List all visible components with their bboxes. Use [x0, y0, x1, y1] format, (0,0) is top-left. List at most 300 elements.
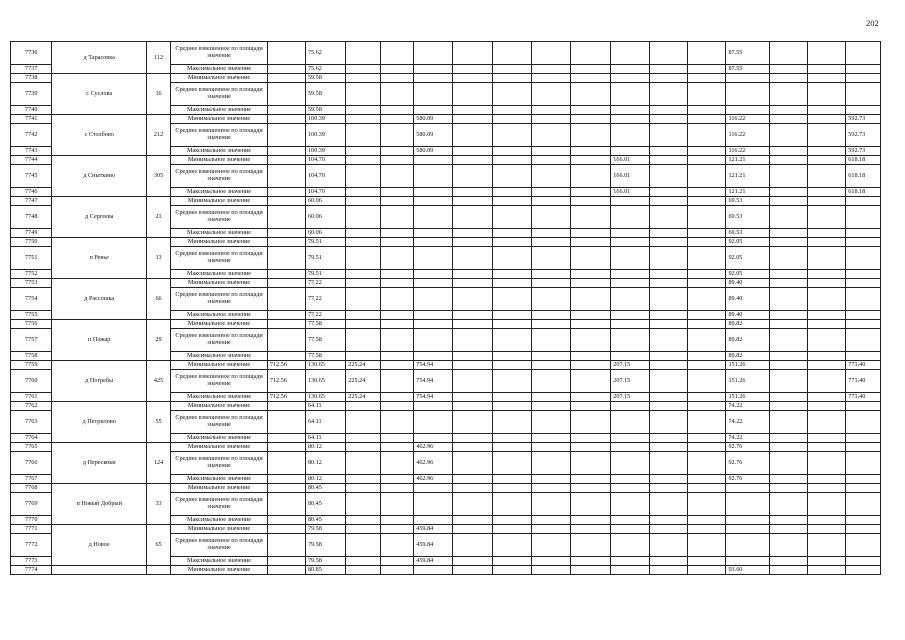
value-cell [453, 229, 492, 238]
value-cell [346, 329, 381, 352]
value-cell: 74.22 [726, 411, 770, 434]
row-id: 7750 [11, 238, 52, 247]
row-id: 7754 [11, 288, 52, 311]
value-cell [688, 247, 726, 270]
value-cell [846, 197, 881, 206]
value-cell [492, 443, 531, 452]
value-cell [531, 270, 570, 279]
parcel-count: 13 [146, 238, 170, 279]
value-cell [770, 65, 808, 74]
value-cell [267, 475, 305, 484]
value-cell [492, 370, 531, 393]
value-type: Среднее взвешенное по площади значение [171, 42, 268, 65]
table-row [11, 525, 881, 534]
value-type: Минимальное значение [171, 402, 268, 411]
value-cell [570, 42, 610, 65]
value-cell [808, 557, 846, 566]
value-cell [808, 165, 846, 188]
value-cell [611, 525, 650, 534]
value-cell [492, 475, 531, 484]
value-type: Максимальное значение [171, 65, 268, 74]
value-cell [650, 352, 688, 361]
value-cell [808, 484, 846, 493]
value-cell [453, 206, 492, 229]
value-cell [492, 83, 531, 106]
value-cell [380, 516, 413, 525]
value-cell [770, 197, 808, 206]
value-cell [414, 42, 453, 65]
settlement-name: п Новый Добрый [52, 484, 146, 525]
parcel-count: 212 [146, 115, 170, 156]
value-cell [414, 411, 453, 434]
value-cell [380, 370, 413, 393]
row-id: 7743 [11, 147, 52, 156]
value-cell [846, 484, 881, 493]
value-cell: 89.82 [726, 320, 770, 329]
value-cell [808, 443, 846, 452]
value-cell [650, 188, 688, 197]
value-cell [346, 452, 381, 475]
value-cell [380, 361, 413, 370]
value-cell [688, 525, 726, 534]
table-row [11, 238, 881, 247]
value-cell [808, 370, 846, 393]
value-cell [531, 320, 570, 329]
value-cell [611, 352, 650, 361]
value-cell: 207.15 [611, 393, 650, 402]
value-cell: 580.09 [414, 147, 453, 156]
table-row [11, 566, 881, 575]
value-cell [414, 270, 453, 279]
value-cell [570, 452, 610, 475]
settlement-name: п Пожар [52, 320, 146, 361]
value-cell [726, 516, 770, 525]
value-cell [570, 115, 610, 124]
value-cell [531, 402, 570, 411]
value-cell [808, 156, 846, 165]
row-id: 7752 [11, 270, 52, 279]
value-cell [380, 206, 413, 229]
value-cell [808, 74, 846, 83]
value-cell [531, 238, 570, 247]
table-row [11, 279, 881, 288]
value-type: Минимальное значение [171, 279, 268, 288]
value-cell [453, 402, 492, 411]
value-cell [688, 197, 726, 206]
value-cell [380, 393, 413, 402]
value-cell [611, 557, 650, 566]
value-cell [770, 393, 808, 402]
row-id: 7760 [11, 370, 52, 393]
value-type: Среднее взвешенное по площади значение [171, 329, 268, 352]
settlement-name [52, 566, 146, 575]
value-cell [688, 311, 726, 320]
value-cell [846, 443, 881, 452]
value-cell [267, 534, 305, 557]
value-cell: 712.56 [267, 393, 305, 402]
value-cell [346, 115, 381, 124]
settlement-name: с Суслова [52, 74, 146, 115]
page-number: 202 [866, 18, 879, 28]
value-cell [650, 534, 688, 557]
value-cell [611, 270, 650, 279]
value-cell [414, 188, 453, 197]
value-cell: 64.11 [305, 402, 345, 411]
value-cell [492, 566, 531, 575]
value-cell [688, 106, 726, 115]
value-cell [453, 525, 492, 534]
value-cell [346, 74, 381, 83]
value-cell [346, 229, 381, 238]
settlement-name: д Петрилово [52, 402, 146, 443]
value-cell [611, 197, 650, 206]
value-cell: 80.45 [305, 493, 345, 516]
value-cell [380, 525, 413, 534]
value-cell [453, 197, 492, 206]
value-cell [570, 65, 610, 74]
value-cell [688, 320, 726, 329]
value-cell [688, 352, 726, 361]
row-id: 7759 [11, 361, 52, 370]
value-cell [492, 188, 531, 197]
value-cell [650, 147, 688, 156]
value-cell [531, 475, 570, 484]
row-id: 7756 [11, 320, 52, 329]
value-cell: 79.58 [305, 534, 345, 557]
value-type: Среднее взвешенное по площади значение [171, 411, 268, 434]
value-cell [770, 534, 808, 557]
settlement-name: д Сергеева [52, 197, 146, 238]
value-cell [380, 320, 413, 329]
value-cell [531, 516, 570, 525]
value-cell: 121.21 [726, 156, 770, 165]
table-row [11, 361, 881, 370]
value-cell [611, 411, 650, 434]
value-cell [808, 42, 846, 65]
value-cell [453, 74, 492, 83]
value-cell [267, 165, 305, 188]
value-cell [267, 320, 305, 329]
value-cell [770, 106, 808, 115]
value-cell [414, 83, 453, 106]
value-cell [453, 247, 492, 270]
value-cell [267, 434, 305, 443]
value-cell: 80.12 [305, 443, 345, 452]
value-cell [492, 74, 531, 83]
value-cell [650, 238, 688, 247]
value-cell: 225.24 [346, 361, 381, 370]
value-cell [688, 238, 726, 247]
value-type: Минимальное значение [171, 197, 268, 206]
value-cell: 100.39 [305, 124, 345, 147]
row-id: 7737 [11, 65, 52, 74]
value-cell: 104.70 [305, 156, 345, 165]
value-cell [531, 311, 570, 320]
value-cell [808, 525, 846, 534]
value-cell [492, 534, 531, 557]
parcel-count: 112 [146, 42, 170, 74]
value-cell [611, 484, 650, 493]
value-cell [688, 484, 726, 493]
value-cell [346, 525, 381, 534]
value-cell [414, 106, 453, 115]
value-cell [650, 206, 688, 229]
value-cell [570, 516, 610, 525]
parcel-count [146, 566, 170, 575]
value-cell [267, 247, 305, 270]
value-cell [531, 288, 570, 311]
value-cell [346, 566, 381, 575]
value-cell: 151.26 [726, 361, 770, 370]
value-cell: 151.26 [726, 393, 770, 402]
value-cell [346, 402, 381, 411]
value-cell [611, 247, 650, 270]
value-cell [808, 411, 846, 434]
value-cell [492, 238, 531, 247]
value-cell [688, 270, 726, 279]
value-cell [808, 516, 846, 525]
value-cell [346, 516, 381, 525]
table-row [11, 402, 881, 411]
value-cell [611, 311, 650, 320]
value-cell [846, 106, 881, 115]
value-cell [346, 493, 381, 516]
value-cell [688, 83, 726, 106]
value-cell [531, 411, 570, 434]
value-cell [808, 475, 846, 484]
value-cell [650, 370, 688, 393]
value-cell [453, 484, 492, 493]
value-cell: 207.15 [611, 361, 650, 370]
value-type: Среднее взвешенное по площади значение [171, 83, 268, 106]
value-cell [267, 188, 305, 197]
row-id: 7744 [11, 156, 52, 165]
row-id: 7747 [11, 197, 52, 206]
value-cell [770, 270, 808, 279]
table-row [11, 484, 881, 493]
value-cell [688, 165, 726, 188]
value-type: Среднее взвешенное по площади значение [171, 247, 268, 270]
value-cell [846, 279, 881, 288]
value-cell: 100.39 [305, 147, 345, 156]
value-cell [531, 452, 570, 475]
value-cell: 59.58 [305, 106, 345, 115]
value-cell [346, 206, 381, 229]
value-cell [346, 475, 381, 484]
value-cell [688, 42, 726, 65]
value-cell [770, 525, 808, 534]
value-cell [770, 402, 808, 411]
value-cell [346, 279, 381, 288]
value-cell: 754.94 [414, 361, 453, 370]
value-cell [808, 106, 846, 115]
value-type: Максимальное значение [171, 475, 268, 484]
value-type: Минимальное значение [171, 361, 268, 370]
value-cell [770, 147, 808, 156]
value-cell [570, 534, 610, 557]
value-cell [380, 493, 413, 516]
value-cell [726, 106, 770, 115]
value-cell [570, 443, 610, 452]
value-cell: 80.12 [305, 475, 345, 484]
row-id: 7764 [11, 434, 52, 443]
value-cell [267, 493, 305, 516]
value-type: Максимальное значение [171, 516, 268, 525]
value-cell [492, 352, 531, 361]
value-cell [380, 197, 413, 206]
value-type: Максимальное значение [171, 557, 268, 566]
value-cell [453, 188, 492, 197]
row-id: 7741 [11, 115, 52, 124]
value-cell [808, 270, 846, 279]
value-cell [492, 434, 531, 443]
value-cell [267, 352, 305, 361]
value-type: Максимальное значение [171, 106, 268, 115]
value-cell [650, 452, 688, 475]
row-id: 7751 [11, 247, 52, 270]
value-cell [808, 83, 846, 106]
value-cell [531, 42, 570, 65]
value-cell [650, 493, 688, 516]
value-cell [531, 352, 570, 361]
value-cell: 89.40 [726, 311, 770, 320]
value-cell [414, 566, 453, 575]
value-cell [808, 452, 846, 475]
value-cell [808, 229, 846, 238]
value-cell [531, 106, 570, 115]
value-cell [492, 393, 531, 402]
value-cell [531, 484, 570, 493]
settlement-name: д Рассошка [52, 279, 146, 320]
value-cell [414, 65, 453, 74]
row-id: 7762 [11, 402, 52, 411]
value-cell [414, 238, 453, 247]
value-cell [570, 311, 610, 320]
value-cell [531, 279, 570, 288]
value-cell [492, 156, 531, 165]
value-cell [267, 311, 305, 320]
value-cell [611, 238, 650, 247]
value-cell [267, 402, 305, 411]
value-cell: 79.51 [305, 247, 345, 270]
value-cell: 459.84 [414, 534, 453, 557]
value-cell [453, 238, 492, 247]
value-cell: 69.53 [726, 229, 770, 238]
table-body [11, 42, 881, 575]
value-cell [492, 516, 531, 525]
value-cell [688, 147, 726, 156]
value-cell [380, 411, 413, 434]
value-cell [611, 320, 650, 329]
value-cell [492, 452, 531, 475]
value-cell [531, 188, 570, 197]
value-cell [492, 147, 531, 156]
value-cell [531, 566, 570, 575]
value-cell [570, 352, 610, 361]
value-cell [267, 557, 305, 566]
value-cell [414, 320, 453, 329]
value-cell [570, 320, 610, 329]
row-id: 7748 [11, 206, 52, 229]
value-cell: 77.58 [305, 352, 345, 361]
value-cell: 225.24 [346, 370, 381, 393]
value-cell [414, 311, 453, 320]
value-type: Максимальное значение [171, 434, 268, 443]
value-cell: 79.58 [305, 525, 345, 534]
value-cell [346, 65, 381, 74]
table-row [11, 443, 881, 452]
value-cell [453, 516, 492, 525]
value-cell [453, 475, 492, 484]
value-cell: 618.18 [846, 156, 881, 165]
row-id: 7755 [11, 311, 52, 320]
value-cell [808, 288, 846, 311]
value-cell [453, 452, 492, 475]
value-cell [453, 165, 492, 188]
value-cell: 166.01 [611, 156, 650, 165]
value-cell [611, 74, 650, 83]
value-cell: 459.84 [414, 557, 453, 566]
value-cell [380, 124, 413, 147]
value-cell [770, 115, 808, 124]
value-cell [570, 288, 610, 311]
value-cell: 69.53 [726, 206, 770, 229]
value-cell [531, 197, 570, 206]
value-cell [267, 83, 305, 106]
row-id: 7736 [11, 42, 52, 65]
value-cell: 459.84 [414, 525, 453, 534]
value-cell [770, 74, 808, 83]
value-cell [650, 156, 688, 165]
parcel-count: 425 [146, 361, 170, 402]
value-cell [346, 534, 381, 557]
value-cell [267, 206, 305, 229]
value-cell [770, 311, 808, 320]
value-cell [611, 124, 650, 147]
row-id: 7769 [11, 493, 52, 516]
row-id: 7742 [11, 124, 52, 147]
value-cell [611, 65, 650, 74]
value-cell [650, 411, 688, 434]
value-cell: 151.26 [726, 370, 770, 393]
value-cell [414, 352, 453, 361]
value-cell [611, 329, 650, 352]
value-cell [770, 370, 808, 393]
value-cell [846, 402, 881, 411]
value-cell [346, 42, 381, 65]
value-cell [650, 329, 688, 352]
value-type: Среднее взвешенное по площади значение [171, 452, 268, 475]
value-cell: 121.21 [726, 165, 770, 188]
value-cell [346, 484, 381, 493]
price-table [10, 41, 881, 575]
value-cell [808, 206, 846, 229]
value-cell [414, 247, 453, 270]
value-cell [492, 115, 531, 124]
value-cell [492, 279, 531, 288]
value-cell [492, 165, 531, 188]
value-cell [492, 311, 531, 320]
row-id: 7774 [11, 566, 52, 575]
value-cell [380, 452, 413, 475]
table-row [11, 197, 881, 206]
value-cell: 462.96 [414, 475, 453, 484]
value-cell [414, 288, 453, 311]
value-type: Максимальное значение [171, 393, 268, 402]
value-cell: 712.56 [267, 370, 305, 393]
row-id: 7739 [11, 83, 52, 106]
value-cell [808, 534, 846, 557]
